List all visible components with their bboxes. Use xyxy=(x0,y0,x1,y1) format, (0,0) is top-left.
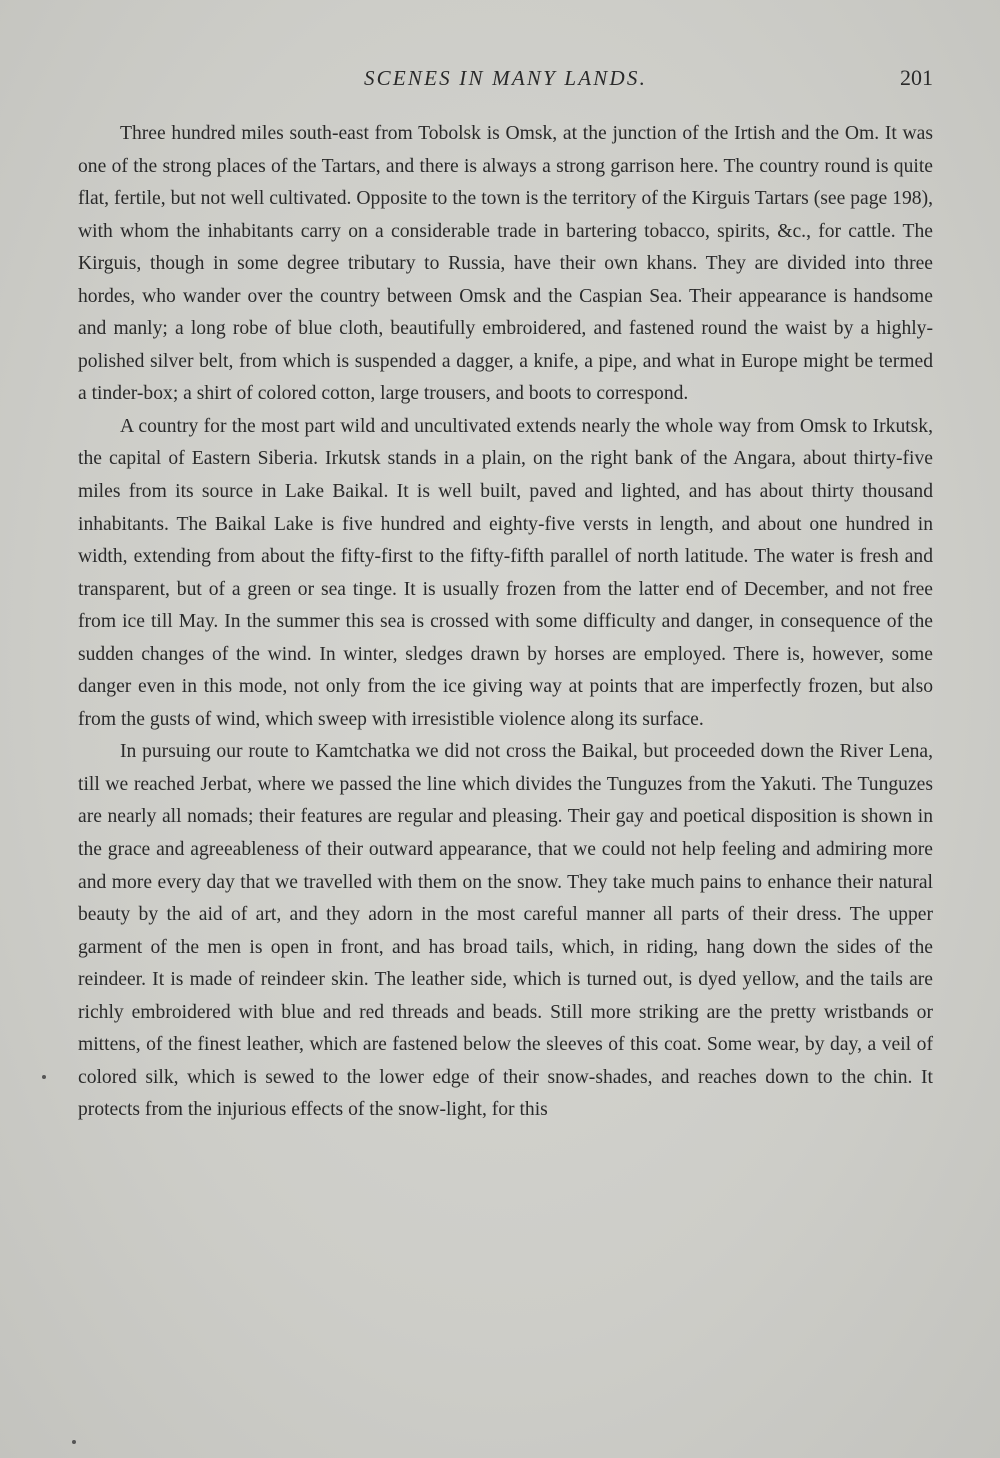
page-number: 201 xyxy=(900,65,933,90)
body-text xyxy=(78,118,933,1127)
running-header xyxy=(78,62,933,94)
margin-speck xyxy=(72,1440,76,1444)
paragraph-3: In pursuing our route to Kamtchatka we did not cross the Baikal, but proceeded down the River Lena, till we reached Jerbat, where we passed the line which divides the Tunguzes from the Yakuti. The Tunguzes are nearly all nomads; their features are regular and pleasing. Their gay and poetical disposition is shown in the grace and agreeableness of their outward appearance, that we could not help feeling and admiring more and more every day that we travelled with them on the snow. They take much pains to enhance their natural beauty by the aid of art, and they adorn in the most careful manner all parts of their dress. The upper garment of the men is open in front, and has broad tails, which, in riding, hang down the sides of the reindeer. It is made of reindeer skin. The leather side, which is turned out, is dyed yellow, and the tails are richly embroidered with blue and red threads and beads. Still more striking are the pretty wristbands or mittens, of the finest leather, which are fastened below the sleeves of this coat. Some wear, by day, a veil of colored silk, which is sewed to the lower edge of their snow-shades, and reaches down to the chin. It protects from the injurious effects of the snow-light, for this xyxy=(78,741,933,1121)
paragraph-2: A country for the most part wild and uncultivated extends nearly the whole way from Omsk to Irkutsk, the capital of Eastern Siberia. Irkutsk stands in a plain, on the right bank of the Angara, about thirty-five miles from its source in Lake Baikal. It is well built, paved and lighted, and has about thirty thousand inhabitants. The Baikal Lake is five hundred and eighty-five versts in length, and about one hundred in width, extending from about the fifty-first to the fifty-fifth parallel of north latitude. The water is fresh and transparent, but of a green or sea tinge. It is usually frozen from the latter end of December, and not free from ice till May. In the summer this sea is crossed with some difficulty and danger, in consequence of the sudden changes of the wind. In winter, sledges drawn by horses are employed. There is, however, some danger even in this mode, not only from the ice giving way at points that are imperfectly frozen, but also from the gusts of wind, which sweep with irresistible violence along its surface. xyxy=(78,415,933,730)
paragraph-1: Three hundred miles south-east from Tobolsk is Omsk, at the junction of the Irtish and the Om. It was one of the strong places of the Tartars, and there is always a strong garrison here. The country round is quite flat, fertile, but not well cultivated. Opposite to the town is the territory of the Kirguis Tartars (see page 198), with whom the inhabitants carry on a considerable trade in bartering tobacco, spirits, &c., for cattle. The Kirguis, though in some degree tributary to Russia, have their own khans. They are divided into three hordes, who wander over the country between Omsk and the Caspian Sea. Their appearance is handsome and manly; a long robe of blue cloth, beautifully embroidered, and fastened round the waist by a highly-polished silver belt, from which is suspended a dagger, a knife, a pipe, and what in Europe might be termed a tinder-box; a shirt of colored cotton, large trousers, and boots to correspond. xyxy=(78,123,933,405)
margin-speck xyxy=(42,1075,46,1079)
running-title: SCENES IN MANY LANDS. xyxy=(363,66,648,90)
